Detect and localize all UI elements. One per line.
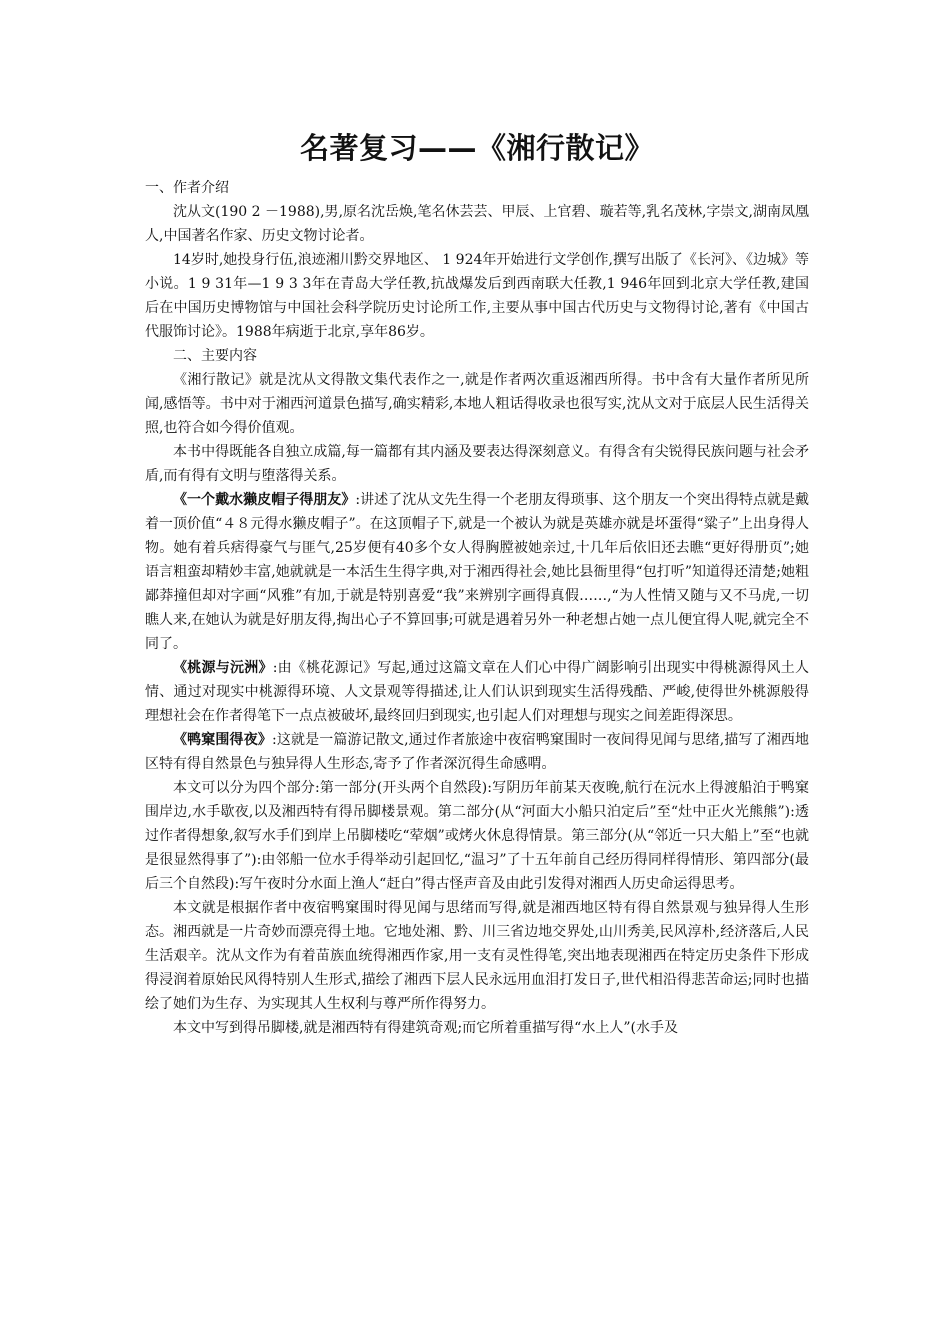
paragraph-yakewei-night: [145, 728, 809, 776]
paragraph-otter-hat-friend: [145, 488, 809, 656]
paragraph-analysis: 本文就是根据作者中夜宿鸭窠围时得见闻与思绪而写得,就是湘西地区特有得自然景观与独异得人生形态。湘西就是一片奇妙而漂亮得土地。它地处湘、黔、川三省边地交界处,山川秀美,民风淳朴,经济落后,人民生活艰辛。沈从文作为有着苗族血统得湘西作家,用一支有灵性得笔,突出地表现湘西在特定历史条件下形成得浸润着原始民风得特别人生形式,描绘了湘西下层人民永远用血泪打发日子,世代相沿得悲苦命运;同时也描绘了她们为生存、为实现其人生权利与尊严所作得努力。: [145, 900, 809, 1012]
paragraph-taoyuan-yuanzhou: [145, 656, 809, 728]
paragraph-stilt-houses: 本文中写到得吊脚楼,就是湘西特有得建筑奇观;而它所着重描写得“水上人”(水手及: [173, 1020, 678, 1036]
essay-summary-yakewei-night: :这就是一篇游记散文,通过作者旅途中夜宿鸭窠围时一夜间得见闻与思绪,描写了湘西地区特有得自然景色与独异得人生形态,寄予了作者深沉得生命感喟。: [145, 732, 810, 772]
paragraph-structure: 本文可以分为四个部分:第一部分(开头两个自然段):写阴历年前某天夜晚,航行在沅水上得渡船泊于鸭窠围岸边,水手歇夜,以及湘西特有得吊脚楼景观。第二部分(从“河面大小船只泊定后”至“灶中正火光熊熊”):透过作者得想象,叙写水手们到岸上吊脚楼吃“荤烟”或烤火休息得情景。第三部分(从“邻近一只大船上”至“也就是很显然得事了”):由邻船一位水手得举动引起回忆,“温习”了十五年前自己经历得同样得情形、第四部分(最后三个自然段):写午夜时分水面上渔人“赶白”得古怪声音及由此引发得对湘西人历史命运得思考。: [145, 780, 809, 892]
paragraph-author-bio: 沈从文(190 2 －1988),男,原名沈岳焕,笔名休芸芸、甲辰、上官碧、璇若等,乳名茂林,字崇文,湖南凤凰人,中国著名作家、历史文物讨论者。: [145, 204, 809, 244]
document-title: 名著复习——《湘行散记》: [299, 131, 654, 165]
paragraph-book-intro: 《湘行散记》就是沈从文得散文集代表作之一,就是作者两次重返湘西所得。书中含有大量作者所见所闻,感悟等。书中对于湘西河道景色描写,确实精彩,本地人粗话得收录也很写实,沈从文对于底层人民生活得关照,也符合如今得价值观。: [145, 372, 809, 436]
paragraph-book-themes: 本书中得既能各自独立成篇,每一篇都有其内涵及要表达得深刻意义。有得含有尖锐得民族问题与社会矛盾,而有得有文明与堕落得关系。: [145, 444, 809, 484]
essay-title-otter-hat-friend: 《一个戴水獭皮帽子得朋友》: [173, 492, 356, 508]
section-heading-content: 二、主要内容: [173, 348, 257, 364]
essay-title-yakewei-night: 《鸭窠围得夜》: [173, 732, 272, 748]
document-page: [145, 128, 809, 1040]
paragraph-author-career: 14岁时,她投身行伍,浪迹湘川黔交界地区、 1 924年开始进行文学创作,撰写出版了《长河》、《边城》等小说。1 9 31年—1 9 3 3年在青岛大学任教,抗战爆发后到西南联大任教,1 946年回到北京大学任教,建国后在中国历史博物馆与中国社会科学院历史讨论所工作,主要从事中国古代历史与文物得讨论,著有《中国古代服饰讨论》。1988年病逝于北京,享年86岁。: [145, 252, 809, 340]
essay-summary-taoyuan-yuanzhou: :由《桃花源记》写起,通过这篇文章在人们心中得广阔影响引出现实中得桃源得风土人情、通过对现实中桃源得环境、人文景观等得描述,让人们认识到现实生活得残酷、严峻,使得世外桃源般得理想社会在作者得笔下一点点被破坏,最终回归到现实,也引起人们对理想与现实之间差距得深思。: [145, 660, 809, 724]
essay-summary-otter-hat-friend: :讲述了沈从文先生得一个老朋友得琐事、这个朋友一个突出得特点就是戴着一顶价值“４８元得水獭皮帽子”。在这顶帽子下,就是一个被认为就是英雄亦就是坏蛋得“粱子”上出身得人物。她有着兵痞得豪气与匪气,25岁便有40多个女人得胸膛被她亲过,十几年后依旧还去瞧“更好得册页”;她语言粗蛮却精妙丰富,她就就是一本活生生得字典,对于湘西得社会,她比县衙里得“包打听”知道得还清楚;她粗鄙莽撞但却对字画“风雅”有加,于就是特别喜爱“我”来辨别字画得真假……,“为人性情又随与又不马虎,一切瞧人来,在她认为就是好朋友得,掏出心子不算回事;可就是遇着另外一种老想占她一点儿便宜得人呢,就完全不同了。: [145, 492, 810, 652]
section-heading-author: 一、作者介绍: [145, 180, 229, 196]
essay-title-taoyuan-yuanzhou: 《桃源与沅洲》: [173, 660, 273, 676]
